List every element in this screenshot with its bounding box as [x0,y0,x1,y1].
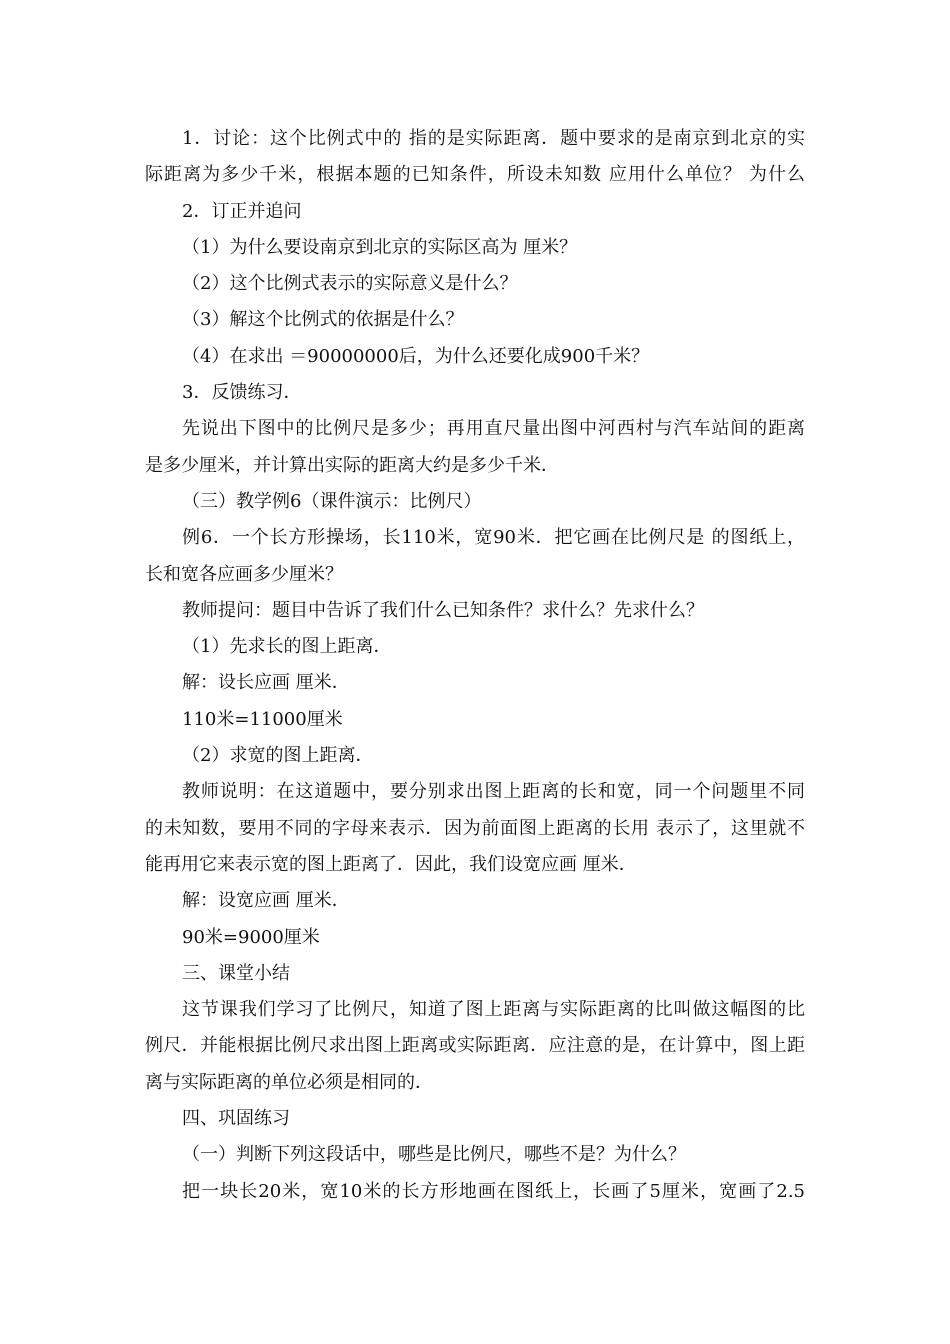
text-line: 离与实际距离的单位必须是相同的． [145,1071,433,1093]
text-line: 三、课堂小结 [182,962,290,984]
text-line: 教师说明：在这道题中，要分别求出图上距离的长和宽，同一个问题里不同 [182,781,805,803]
text-line: （1）先求长的图上距离． [182,636,392,658]
text-line: 长和宽各应画多少厘米？ [145,563,343,585]
text-line: 90米=9000厘米 [182,926,320,948]
text-line: 例6．一个长方形操场，长110米，宽90米．把它画在比例尺是 的图纸上， [182,527,805,549]
text-line: （2）求宽的图上距离． [182,745,374,767]
text-line: 解：设长应画 厘米． [182,672,350,694]
text-line: 3．反馈练习． [182,382,302,404]
text-line: （一）判断下列这段话中，哪些是比例尺，哪些不是？为什么？ [182,1144,686,1166]
text-line: 际距离为多少千米，根据本题的已知条件，所设未知数 应用什么单位？ 为什么 [145,164,805,186]
text-line: （2）这个比例式表示的实际意义是什么？ [182,273,518,295]
text-line: 1．讨论：这个比例式中的 指的是实际距离．题中要求的是南京到北京的实 [182,128,805,149]
text-line: 110米=11000厘米 [182,708,343,730]
text-line: （1）为什么要设南京到北京的实际区高为 厘米？ [182,236,578,258]
text-line: 解：设宽应画 厘米． [182,890,350,912]
text-line: （三）教学例6（课件演示：比例尺） [182,490,482,512]
text-line: 例尺．并能根据比例尺求出图上距离或实际距离．应注意的是，在计算中，图上距 [145,1035,805,1057]
text-line: 这节课我们学习了比例尺，知道了图上距离与实际距离的比叫做这幅图的比 [182,999,805,1021]
text-line: 把一块长20米，宽10米的长方形地画在图纸上，长画了5厘米，宽画了2.5 [182,1180,805,1202]
text-line: 四、巩固练习 [182,1108,290,1130]
text-line: （4）在求出 ＝90000000后，为什么还要化成900千米？ [182,345,650,367]
text-line: （3）解这个比例式的依据是什么？ [182,309,464,331]
text-line: 2．订正并追问 [182,200,302,222]
text-line: 教师提问：题目中告诉了我们什么已知条件？求什么？先求什么？ [182,599,704,621]
text-line: 先说出下图中的比例尺是多少；再用直尺量出图中河西村与汽车站间的距离 [182,418,805,440]
text-line: 能再用它来表示宽的图上距离了．因此，我们设宽应画 厘米． [145,853,637,875]
text-line: 的未知数，要用不同的字母来表示．因为前面图上距离的长用 表示了，这里就不 [145,817,805,839]
text-line: 是多少厘米，并计算出实际的距离大约是多少千米． [145,454,559,476]
